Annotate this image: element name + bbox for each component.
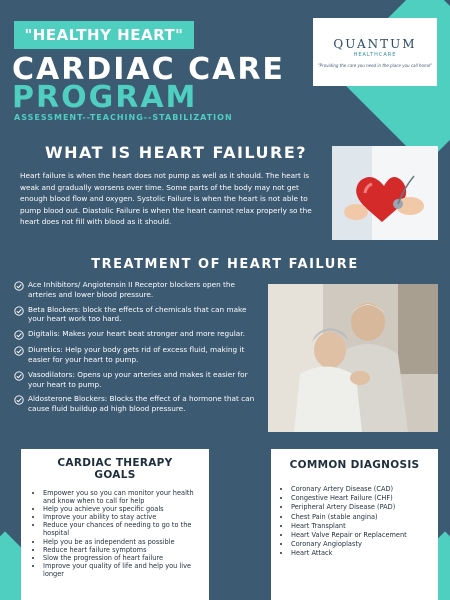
goals-list-item: • Empower you so you can monitor your health and know when to call for help	[43, 489, 197, 505]
treatment-item-text: Beta Blockers: block the effects of chemicals that can make your heart work too hard.	[28, 304, 247, 324]
diagnosis-list-item: • Peripheral Artery Disease (PAD)	[291, 503, 430, 512]
check-circle-icon	[14, 330, 24, 340]
treatment-item-text: Vasodilators: Opens up your arteries and makes it easier for your heart to pump.	[28, 369, 248, 389]
goals-title-line1: CARDIAC THERAPY	[57, 457, 173, 469]
what-is-heart-failure-heading: WHAT IS HEART FAILURE?	[45, 143, 308, 162]
goals-list-item: • Help you achieve your specific goals	[43, 505, 197, 513]
diagnosis-list-item: • Heart Transplant	[291, 522, 430, 531]
diagnosis-list-item: • Congestive Heart Failure (CHF)	[291, 494, 430, 503]
doctor-holding-heart-photo	[332, 146, 438, 240]
diagnosis-list-item: • Coronary Artery Disease (CAD)	[291, 485, 430, 494]
goals-title-line2: GOALS	[94, 469, 136, 481]
check-circle-icon	[14, 346, 24, 356]
logo-tagline: "Providing the care you need in the place you call home"	[317, 62, 433, 68]
check-circle-icon	[14, 395, 24, 405]
goals-list	[33, 489, 197, 578]
treatment-item	[14, 394, 264, 414]
diagnosis-list-item: • Chest Pain (stable angina)	[291, 513, 430, 522]
common-diagnosis-card	[271, 449, 438, 600]
treatment-item	[14, 305, 264, 325]
treatment-item-text: Digitalis: Makes your heart beat stronger and more regular.	[28, 329, 245, 339]
treatment-item-text: Diuretics: Help your body gets rid of excess fluid, making it easier for your heart to pump.	[28, 345, 245, 364]
diagnosis-title: COMMON DIAGNOSIS	[289, 459, 420, 471]
goals-list-item: • Reduce heart failure symptoms	[43, 546, 197, 554]
goals-list-item: • Help you be as independent as possible	[43, 538, 197, 546]
diagnosis-list	[279, 485, 430, 559]
company-logo	[313, 18, 437, 86]
cardiac-therapy-goals-card	[21, 449, 209, 600]
check-circle-icon	[14, 371, 24, 381]
logo-name: QUANTUM	[333, 36, 417, 51]
program-title-line1: CARDIAC CARE	[12, 52, 285, 87]
treatment-item-text: Ace Inhibitors/ Angiotensin II Receptor blockers open the arteries and lower blood pressure.	[28, 280, 236, 299]
goals-list-item: • Slow the progression of heart failure	[43, 554, 197, 562]
logo-subtitle: HEALTHCARE	[353, 51, 397, 58]
healthy-heart-tag: "HEALTHY HEART"	[14, 21, 194, 49]
elderly-couple-photo	[268, 284, 438, 432]
treatment-heading: TREATMENT OF HEART FAILURE	[91, 257, 359, 272]
diagnosis-list-item: • Coronary Angioplasty	[291, 540, 430, 549]
goals-list-item: • Improve your quality of life and help you live longer	[43, 562, 197, 578]
treatment-item	[14, 329, 264, 340]
check-circle-icon	[14, 306, 24, 316]
treatment-item	[14, 280, 264, 300]
program-subtitle: ASSESSMENT--TEACHING--STABILIZATION	[14, 113, 233, 122]
treatment-list	[14, 280, 264, 419]
diagnosis-list-item: • Heart Valve Repair or Replacement	[291, 531, 430, 540]
treatment-item	[14, 370, 264, 390]
treatment-item-text: Aldosterone Blockers: Blocks the effect of a hormone that can cause fluid buildup ad high blood pressure.	[28, 394, 255, 414]
goals-list-item: • Improve your ability to stay active	[43, 513, 197, 521]
goals-list-item: • Reduce your chances of needing to go to the hospital	[43, 521, 197, 537]
what-is-heart-failure-text: Heart failure is when the heart does not pump as well as it should. The heart is weak and gradually worsens over time. Some parts of the body may not get enough blood flow and oxygen. Systolic Failure is when the heart is not able to pump blood out. Diastolic Failure is when the heart cannot relax properly so the heart does not fill with blood as it should.	[20, 171, 312, 227]
check-circle-icon	[14, 281, 24, 291]
program-title-line2: PROGRAM	[12, 80, 198, 115]
treatment-item	[14, 345, 264, 365]
diagnosis-list-item: • Heart Attack	[291, 549, 430, 558]
